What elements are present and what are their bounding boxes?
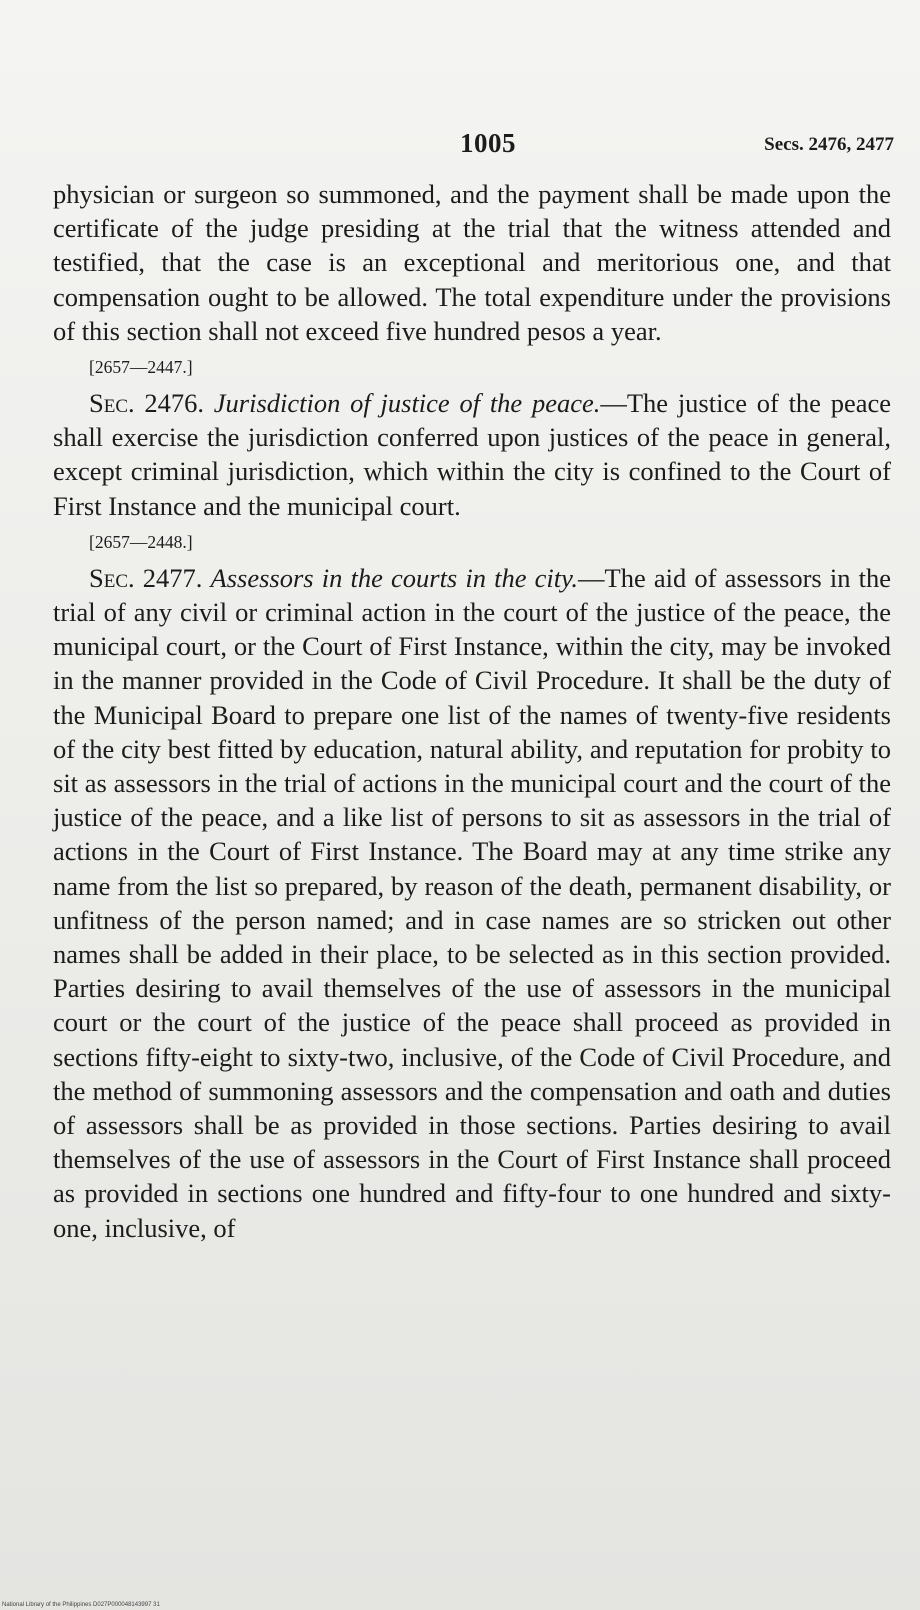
source-reference: [2657—2447.] <box>89 357 193 378</box>
section-text: —The aid of assessors in the trial of any civil or criminal action in the court of the justice of the peace, the municipal court, or the Court of First Instance, within the city, may be invoked in the manner provided in the Code of Civil Procedure. It shall be the duty of the Municipal Board to prepare one list of the names of twenty-five residents of the city best fitted by education, natural ability, and reputation for probity to sit as assessors in the trial of actions in the municipal court and the court of the justice of the peace, and a like list of persons to sit as assessors in the trial of actions in the Court of First Instance. The Board may at any time strike any name from the list so prepared, by reason of the death, permanent disability, or unfitness of the person named; and in case names are so stricken out other names shall be added in their place, to be selected as in this section provided. Parties desiring to avail themselves of the use of assessors in the municipal court or the court of the justice of the peace shall proceed as provided in sections fifty-eight to sixty-two, inclusive, of the Code of Civil Procedure, and the method of summoning assessors and the compensation and oath and duties of assessors shall be as provided in those sections. Parties desiring to avail themselves of the use of assessors in the Court of First Instance shall proceed as provided in sections one hundred and fifty-four to one hundred and sixty-one, inclusive, of <box>53 562 891 1243</box>
paragraph-continuation: physician or surgeon so summoned, and the payment shall be made upon the certificate of the judge presiding at the trial that the witness attended and testified, that the case is an exceptional and meritorious one, and that compensation ought to be allowed. The total expenditure under the provisions of this section shall not exceed five hundred pesos a year. <box>53 179 891 346</box>
scan-footer-caption: National Library of the Philippines D027P000048143997 31 <box>2 1602 160 1608</box>
section-title: Assessors in the courts in the city. <box>210 562 579 593</box>
section-2476 <box>53 386 891 523</box>
section-label: Sec. 2476. <box>89 388 205 419</box>
source-reference: [2657—2448.] <box>89 531 193 552</box>
page-number: 1005 <box>460 128 516 158</box>
section-title: Jurisdiction of justice of the peace. <box>213 388 601 419</box>
page-header <box>0 128 920 168</box>
section-label: Sec. 2477. <box>89 562 203 593</box>
section-text: —The justice of the peace shall exercise the jurisdiction conferred upon justices of the peace in general, except criminal jurisdiction, which within the city is confined to the Court of First Instance and the municipal court. <box>53 388 891 521</box>
section-reference: Secs. 2476, 2477 <box>764 134 894 155</box>
section-2477 <box>53 561 891 1245</box>
page-body <box>53 177 891 1245</box>
